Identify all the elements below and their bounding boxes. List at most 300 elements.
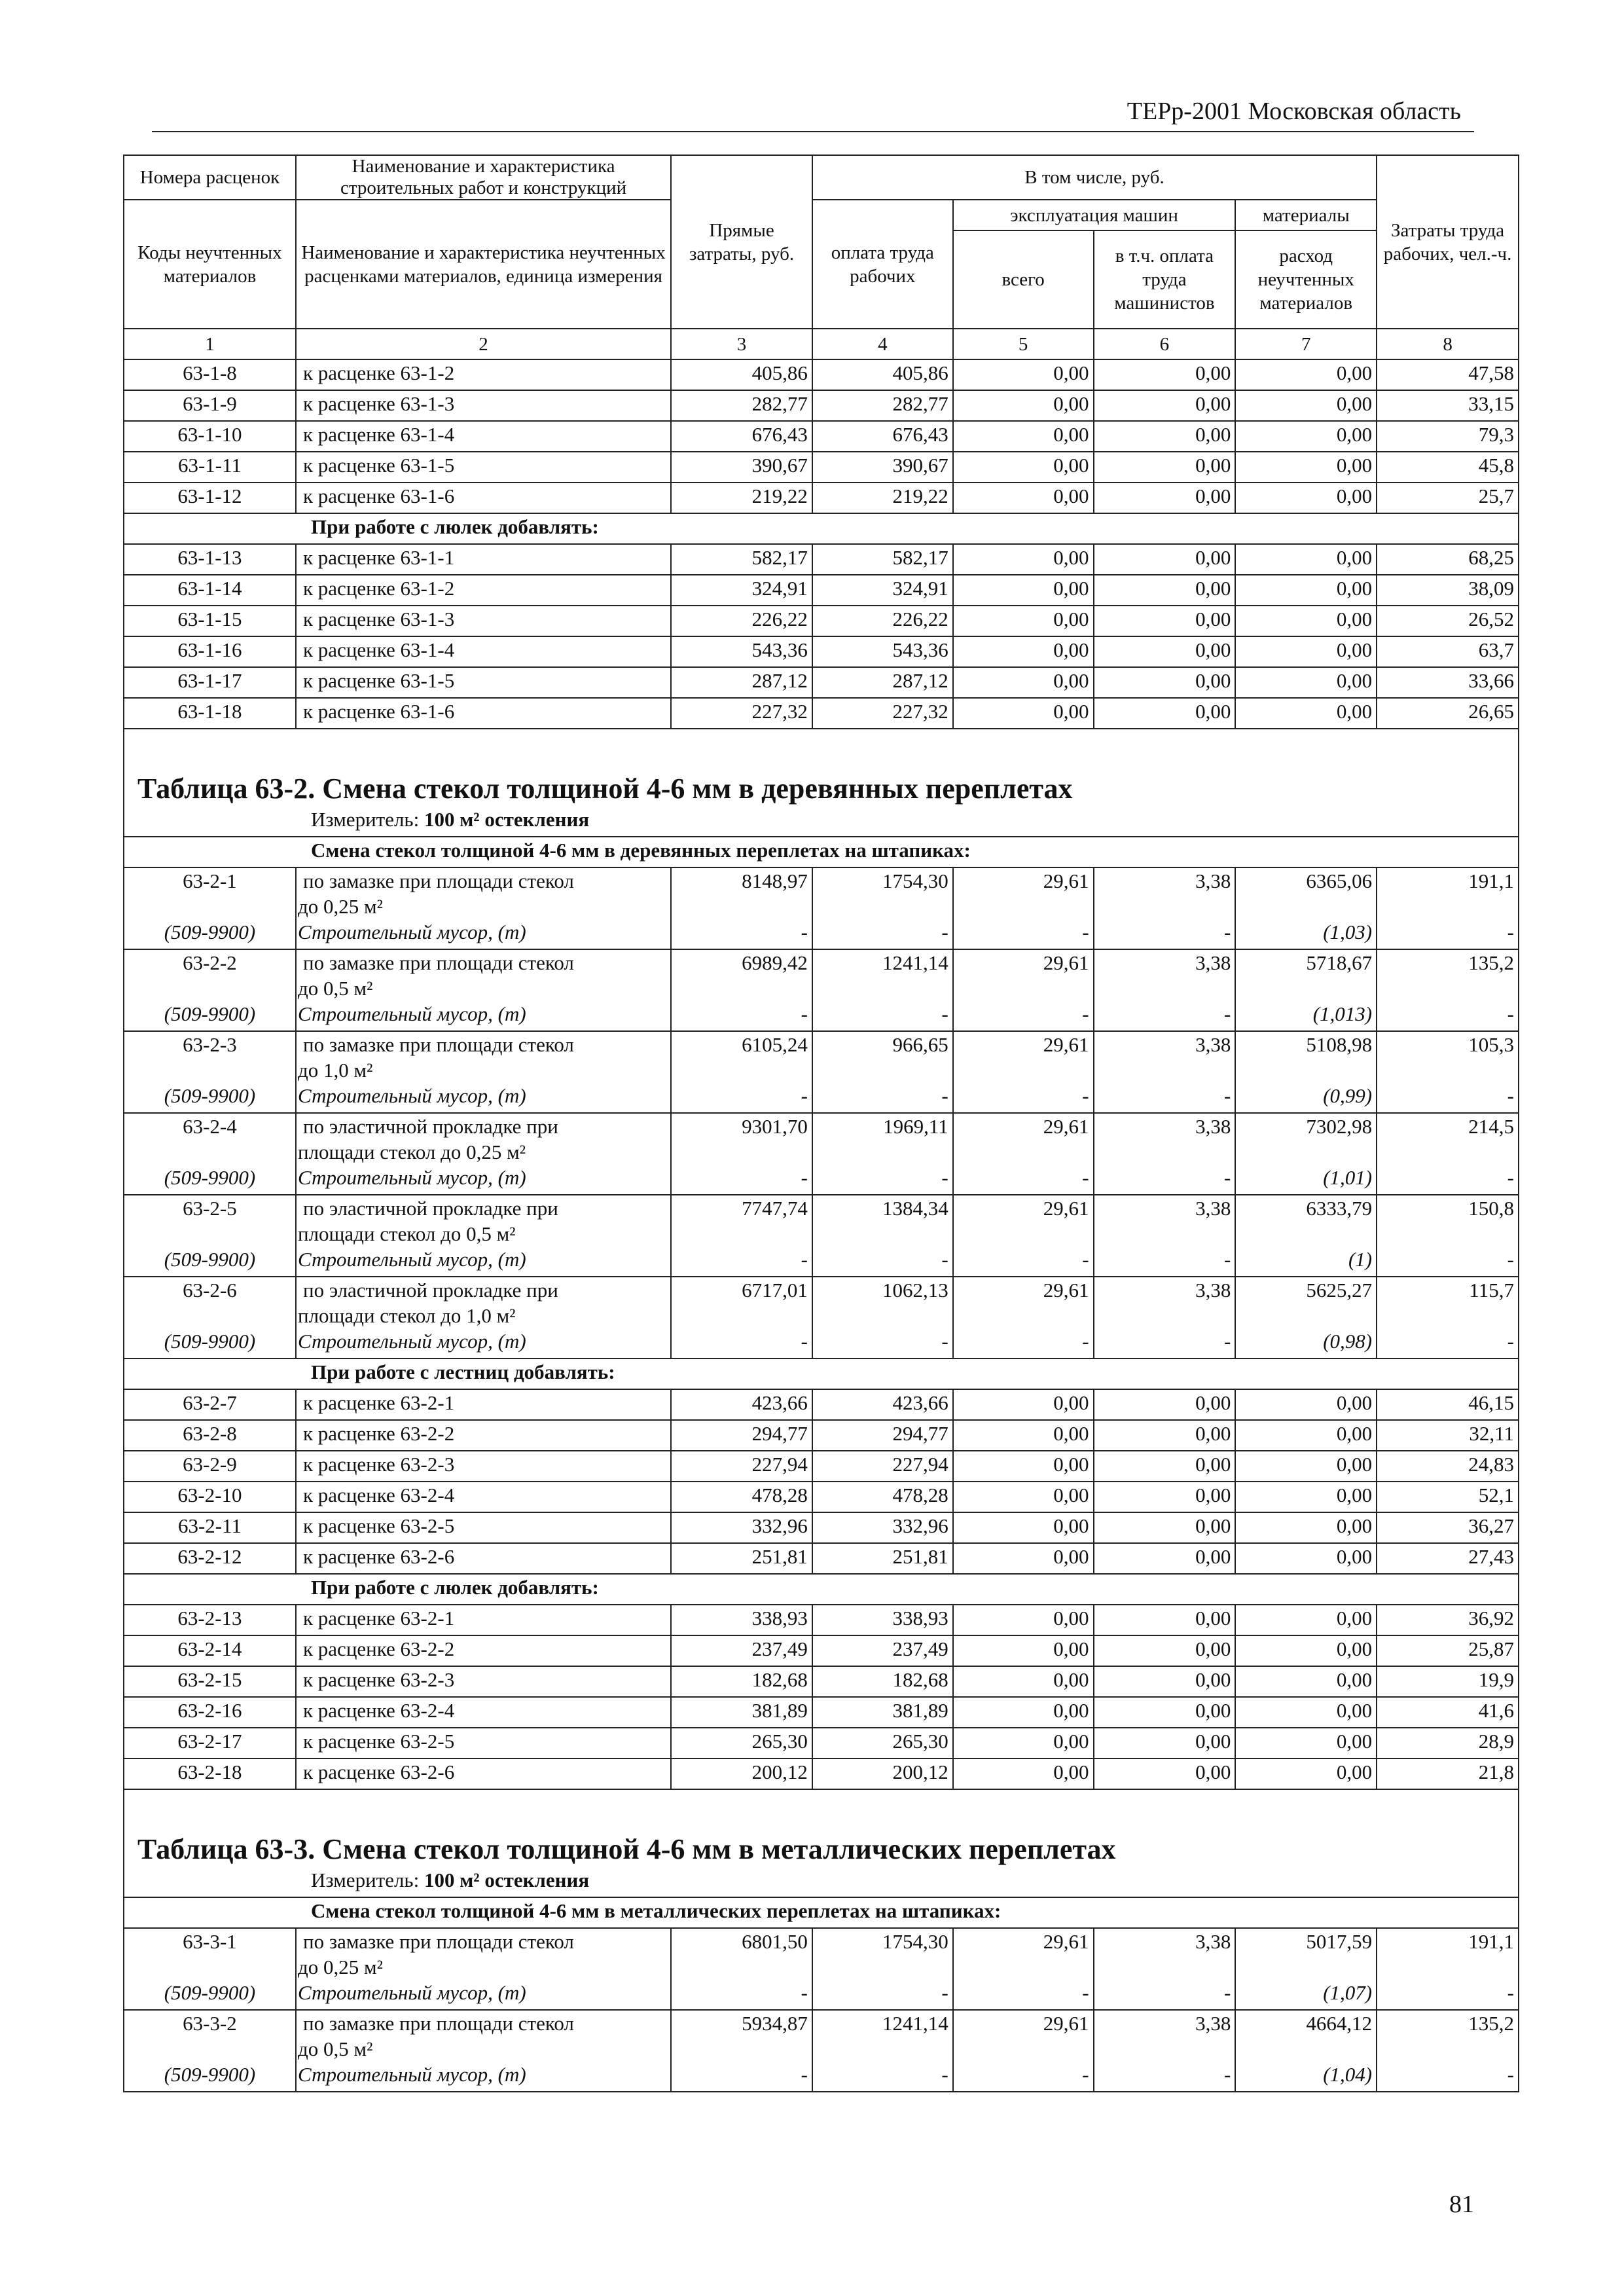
worker-pay: 423,66 bbox=[812, 1389, 953, 1420]
rate-name-line2: до 1,0 м² bbox=[297, 1059, 373, 1082]
direct-cost: 9301,70 bbox=[671, 1113, 812, 1165]
direct-cost: 287,12 bbox=[671, 667, 812, 698]
col-header-work-name: Наименование и характеристика строительных работ и конструкций bbox=[296, 155, 671, 200]
direct-cost: 226,22 bbox=[671, 606, 812, 636]
dash-cell: - bbox=[1094, 1980, 1236, 2010]
dash-cell: - bbox=[671, 1328, 812, 1358]
rate-item-row bbox=[124, 2010, 1519, 2062]
dash-cell: - bbox=[812, 1001, 953, 1031]
labor-hours: 27,43 bbox=[1377, 1543, 1519, 1574]
operator-pay: 3,38 bbox=[1094, 949, 1236, 1001]
operator-pay: 0,00 bbox=[1094, 1728, 1236, 1758]
direct-cost: 6989,42 bbox=[671, 949, 812, 1001]
operator-pay: 3,38 bbox=[1094, 1277, 1236, 1328]
col-number: 4 bbox=[812, 329, 953, 359]
material-row bbox=[124, 1247, 1519, 1277]
material-code: (509-9900) bbox=[124, 1165, 296, 1195]
table-title-row bbox=[124, 1789, 1519, 1867]
direct-cost: 478,28 bbox=[671, 1482, 812, 1512]
rate-code: 63-2-5 bbox=[124, 1195, 296, 1247]
operator-pay: 3,38 bbox=[1094, 1195, 1236, 1247]
rate-code: 63-2-9 bbox=[124, 1451, 296, 1482]
rate-name: к расценке 63-2-2 bbox=[296, 1635, 671, 1666]
table-row bbox=[124, 667, 1519, 698]
labor-hours: 19,9 bbox=[1377, 1666, 1519, 1697]
operator-pay: 0,00 bbox=[1094, 698, 1236, 729]
rate-code: 63-1-17 bbox=[124, 667, 296, 698]
labor-hours: 115,7 bbox=[1377, 1277, 1519, 1328]
rate-name: к расценке 63-2-1 bbox=[296, 1389, 671, 1420]
worker-pay: 226,22 bbox=[812, 606, 953, 636]
labor-hours: 28,9 bbox=[1377, 1728, 1519, 1758]
dash-cell: - bbox=[1094, 919, 1236, 949]
dash-cell: - bbox=[812, 1083, 953, 1113]
material-row bbox=[124, 1328, 1519, 1358]
col-header-rate-numbers: Номера расценок bbox=[124, 155, 296, 200]
subsection-hatch-label: При работе с люлек добавлять: bbox=[124, 513, 1519, 544]
worker-pay: 227,94 bbox=[812, 1451, 953, 1482]
materials: 0,00 bbox=[1235, 575, 1377, 606]
table-row bbox=[124, 359, 1519, 390]
machines-total: 0,00 bbox=[953, 483, 1094, 513]
rate-name: к расценке 63-2-1 bbox=[296, 1605, 671, 1635]
rate-name bbox=[296, 867, 671, 919]
material-name: Строительный мусор, (т) bbox=[296, 1980, 671, 2010]
labor-hours: 25,7 bbox=[1377, 483, 1519, 513]
machines-total: 0,00 bbox=[953, 1512, 1094, 1543]
table-title: Таблица 63-2. Смена стекол толщиной 4-6 мм в деревянных переплетах bbox=[124, 729, 1519, 807]
operator-pay: 0,00 bbox=[1094, 667, 1236, 698]
worker-pay: 1754,30 bbox=[812, 867, 953, 919]
rate-code: 63-2-2 bbox=[124, 949, 296, 1001]
materials: 0,00 bbox=[1235, 1666, 1377, 1697]
material-row bbox=[124, 1165, 1519, 1195]
dash-cell: - bbox=[1377, 1247, 1519, 1277]
rate-name: к расценке 63-1-4 bbox=[296, 636, 671, 667]
table-row bbox=[124, 1697, 1519, 1728]
labor-hours: 214,5 bbox=[1377, 1113, 1519, 1165]
col-numbers-row bbox=[124, 329, 1519, 359]
direct-cost: 5934,87 bbox=[671, 2010, 812, 2062]
materials: 0,00 bbox=[1235, 390, 1377, 421]
machines-total: 0,00 bbox=[953, 667, 1094, 698]
rate-code: 63-3-2 bbox=[124, 2010, 296, 2062]
col-header-operator-pay: в т.ч. оплата труда машинистов bbox=[1094, 230, 1236, 329]
dash-cell: - bbox=[953, 1980, 1094, 2010]
direct-cost: 6717,01 bbox=[671, 1277, 812, 1328]
labor-hours: 21,8 bbox=[1377, 1758, 1519, 1789]
worker-pay: 582,17 bbox=[812, 544, 953, 575]
machines-total: 0,00 bbox=[953, 606, 1094, 636]
page-header bbox=[152, 97, 1474, 132]
rate-name: к расценке 63-2-3 bbox=[296, 1451, 671, 1482]
worker-pay: 227,32 bbox=[812, 698, 953, 729]
material-name: Строительный мусор, (т) bbox=[296, 1165, 671, 1195]
materials: 0,00 bbox=[1235, 1543, 1377, 1574]
meter-label: Измеритель: bbox=[311, 808, 420, 831]
rate-name: к расценке 63-1-3 bbox=[296, 390, 671, 421]
table-row bbox=[124, 636, 1519, 667]
rate-item-row bbox=[124, 1928, 1519, 1980]
machines-total: 0,00 bbox=[953, 1666, 1094, 1697]
direct-cost: 294,77 bbox=[671, 1420, 812, 1451]
rate-name bbox=[296, 1031, 671, 1083]
machines-total: 29,61 bbox=[953, 867, 1094, 919]
rate-name: к расценке 63-1-2 bbox=[296, 359, 671, 390]
section-heading: Смена стекол толщиной 4-6 мм в металлических переплетах на штапиках: bbox=[124, 1897, 1519, 1928]
rate-code: 63-2-3 bbox=[124, 1031, 296, 1083]
machines-total: 0,00 bbox=[953, 1605, 1094, 1635]
materials: 6333,79 bbox=[1235, 1195, 1377, 1247]
table-title: Таблица 63-3. Смена стекол толщиной 4-6 мм в металлических переплетах bbox=[124, 1789, 1519, 1867]
machines-total: 29,61 bbox=[953, 1113, 1094, 1165]
operator-pay: 0,00 bbox=[1094, 452, 1236, 483]
table-row bbox=[124, 1543, 1519, 1574]
material-quantity: (1,03) bbox=[1235, 919, 1377, 949]
dash-cell: - bbox=[812, 1247, 953, 1277]
rate-name bbox=[296, 949, 671, 1001]
direct-cost: 543,36 bbox=[671, 636, 812, 667]
rate-code: 63-2-14 bbox=[124, 1635, 296, 1666]
material-code: (509-9900) bbox=[124, 1083, 296, 1113]
rate-code: 63-2-13 bbox=[124, 1605, 296, 1635]
operator-pay: 0,00 bbox=[1094, 359, 1236, 390]
operator-pay: 0,00 bbox=[1094, 606, 1236, 636]
direct-cost: 227,94 bbox=[671, 1451, 812, 1482]
direct-cost: 8148,97 bbox=[671, 867, 812, 919]
machines-total: 0,00 bbox=[953, 1758, 1094, 1789]
rate-name: к расценке 63-2-4 bbox=[296, 1482, 671, 1512]
rate-name bbox=[296, 1277, 671, 1328]
material-name: Строительный мусор, (т) bbox=[296, 1247, 671, 1277]
material-quantity: (1,01) bbox=[1235, 1165, 1377, 1195]
col-header-materials: материалы bbox=[1235, 200, 1377, 230]
material-code: (509-9900) bbox=[124, 2062, 296, 2092]
worker-pay: 338,93 bbox=[812, 1605, 953, 1635]
materials: 0,00 bbox=[1235, 483, 1377, 513]
labor-hours: 150,8 bbox=[1377, 1195, 1519, 1247]
direct-cost: 324,91 bbox=[671, 575, 812, 606]
col-number: 7 bbox=[1235, 329, 1377, 359]
rate-code: 63-1-12 bbox=[124, 483, 296, 513]
rate-name: к расценке 63-2-5 bbox=[296, 1512, 671, 1543]
rate-code: 63-2-15 bbox=[124, 1666, 296, 1697]
worker-pay: 966,65 bbox=[812, 1031, 953, 1083]
table-row bbox=[124, 575, 1519, 606]
rate-name-line1: по эластичной прокладке при bbox=[302, 1115, 558, 1138]
materials: 0,00 bbox=[1235, 359, 1377, 390]
rate-name bbox=[296, 1928, 671, 1980]
labor-hours: 36,27 bbox=[1377, 1512, 1519, 1543]
material-quantity: (0,99) bbox=[1235, 1083, 1377, 1113]
rate-name-line2: площади стекол до 0,5 м² bbox=[297, 1222, 516, 1245]
operator-pay: 0,00 bbox=[1094, 390, 1236, 421]
direct-cost: 237,49 bbox=[671, 1635, 812, 1666]
materials: 0,00 bbox=[1235, 452, 1377, 483]
worker-pay: 200,12 bbox=[812, 1758, 953, 1789]
section-row bbox=[124, 1897, 1519, 1928]
materials: 0,00 bbox=[1235, 421, 1377, 452]
worker-pay: 287,12 bbox=[812, 667, 953, 698]
dash-cell: - bbox=[812, 2062, 953, 2092]
dash-cell: - bbox=[671, 1001, 812, 1031]
direct-cost: 381,89 bbox=[671, 1697, 812, 1728]
machines-total: 0,00 bbox=[953, 1543, 1094, 1574]
rate-name: к расценке 63-1-6 bbox=[296, 698, 671, 729]
section-heading: Смена стекол толщиной 4-6 мм в деревянных переплетах на штапиках: bbox=[124, 837, 1519, 867]
rate-name-line1: по эластичной прокладке при bbox=[302, 1197, 558, 1220]
col-header-group: В том числе, руб. bbox=[812, 155, 1377, 200]
rate-code: 63-2-10 bbox=[124, 1482, 296, 1512]
rate-name: к расценке 63-1-3 bbox=[296, 606, 671, 636]
labor-hours: 36,92 bbox=[1377, 1605, 1519, 1635]
dash-cell: - bbox=[953, 1247, 1094, 1277]
meter-cell bbox=[124, 807, 1519, 837]
rate-code: 63-2-6 bbox=[124, 1277, 296, 1328]
machines-total: 0,00 bbox=[953, 698, 1094, 729]
labor-hours: 25,87 bbox=[1377, 1635, 1519, 1666]
col-header-unaccounted: расход неучтенных материалов bbox=[1235, 230, 1377, 329]
material-name: Строительный мусор, (т) bbox=[296, 919, 671, 949]
machines-total: 0,00 bbox=[953, 421, 1094, 452]
direct-cost: 265,30 bbox=[671, 1728, 812, 1758]
labor-hours: 191,1 bbox=[1377, 867, 1519, 919]
direct-cost: 338,93 bbox=[671, 1605, 812, 1635]
material-row bbox=[124, 1001, 1519, 1031]
worker-pay: 676,43 bbox=[812, 421, 953, 452]
worker-pay: 182,68 bbox=[812, 1666, 953, 1697]
materials: 0,00 bbox=[1235, 1758, 1377, 1789]
table-row bbox=[124, 698, 1519, 729]
operator-pay: 0,00 bbox=[1094, 1635, 1236, 1666]
col-header-direct-costs: Прямые затраты, руб. bbox=[671, 155, 812, 329]
materials: 6365,06 bbox=[1235, 867, 1377, 919]
labor-hours: 38,09 bbox=[1377, 575, 1519, 606]
rate-name: к расценке 63-1-5 bbox=[296, 452, 671, 483]
operator-pay: 3,38 bbox=[1094, 2010, 1236, 2062]
materials: 0,00 bbox=[1235, 1697, 1377, 1728]
rate-code: 63-1-18 bbox=[124, 698, 296, 729]
dash-cell: - bbox=[1377, 919, 1519, 949]
meter-row bbox=[124, 807, 1519, 837]
labor-hours: 46,15 bbox=[1377, 1389, 1519, 1420]
operator-pay: 0,00 bbox=[1094, 544, 1236, 575]
table-row bbox=[124, 483, 1519, 513]
operator-pay: 0,00 bbox=[1094, 1482, 1236, 1512]
material-row bbox=[124, 919, 1519, 949]
table-row bbox=[124, 1389, 1519, 1420]
operator-pay: 0,00 bbox=[1094, 1420, 1236, 1451]
rate-name-line2: до 0,5 м² bbox=[297, 977, 373, 1000]
operator-pay: 3,38 bbox=[1094, 1031, 1236, 1083]
labor-hours: 26,52 bbox=[1377, 606, 1519, 636]
col-number: 2 bbox=[296, 329, 671, 359]
dash-cell: - bbox=[953, 919, 1094, 949]
worker-pay: 219,22 bbox=[812, 483, 953, 513]
rate-code: 63-2-12 bbox=[124, 1543, 296, 1574]
materials: 0,00 bbox=[1235, 667, 1377, 698]
machines-total: 0,00 bbox=[953, 1482, 1094, 1512]
labor-hours: 135,2 bbox=[1377, 2010, 1519, 2062]
operator-pay: 0,00 bbox=[1094, 1543, 1236, 1574]
materials: 0,00 bbox=[1235, 698, 1377, 729]
col-header-material-codes: Коды неучтенных материалов bbox=[124, 200, 296, 329]
materials: 0,00 bbox=[1235, 606, 1377, 636]
rate-name: к расценке 63-2-4 bbox=[296, 1697, 671, 1728]
labor-hours: 68,25 bbox=[1377, 544, 1519, 575]
material-code: (509-9900) bbox=[124, 1001, 296, 1031]
machines-total: 0,00 bbox=[953, 1420, 1094, 1451]
direct-cost: 227,32 bbox=[671, 698, 812, 729]
rate-name bbox=[296, 2010, 671, 2062]
rate-name-line2: площади стекол до 1,0 м² bbox=[297, 1304, 516, 1327]
dash-cell: - bbox=[812, 1328, 953, 1358]
rate-name bbox=[296, 1195, 671, 1247]
machines-total: 29,61 bbox=[953, 949, 1094, 1001]
dash-cell: - bbox=[1377, 1165, 1519, 1195]
rate-item-row bbox=[124, 1195, 1519, 1247]
worker-pay: 265,30 bbox=[812, 1728, 953, 1758]
operator-pay: 0,00 bbox=[1094, 636, 1236, 667]
materials: 0,00 bbox=[1235, 1482, 1377, 1512]
machines-total: 0,00 bbox=[953, 390, 1094, 421]
machines-total: 29,61 bbox=[953, 1277, 1094, 1328]
table-body bbox=[124, 359, 1519, 2092]
rate-code: 63-1-14 bbox=[124, 575, 296, 606]
rate-item-row bbox=[124, 949, 1519, 1001]
dash-cell: - bbox=[671, 1247, 812, 1277]
machines-total: 0,00 bbox=[953, 636, 1094, 667]
material-name: Строительный мусор, (т) bbox=[296, 1328, 671, 1358]
direct-cost: 6801,50 bbox=[671, 1928, 812, 1980]
labor-hours: 105,3 bbox=[1377, 1031, 1519, 1083]
machines-total: 0,00 bbox=[953, 1389, 1094, 1420]
col-header-labor: Затраты труда рабочих, чел.-ч. bbox=[1377, 155, 1519, 329]
machines-total: 29,61 bbox=[953, 1195, 1094, 1247]
machines-total: 0,00 bbox=[953, 1635, 1094, 1666]
machines-total: 29,61 bbox=[953, 1031, 1094, 1083]
dash-cell: - bbox=[1094, 1328, 1236, 1358]
worker-pay: 282,77 bbox=[812, 390, 953, 421]
table-row bbox=[124, 1605, 1519, 1635]
dash-cell: - bbox=[812, 919, 953, 949]
labor-hours: 47,58 bbox=[1377, 359, 1519, 390]
dash-cell: - bbox=[671, 919, 812, 949]
rate-code: 63-1-8 bbox=[124, 359, 296, 390]
col-number: 6 bbox=[1094, 329, 1236, 359]
col-number: 3 bbox=[671, 329, 812, 359]
materials: 5718,67 bbox=[1235, 949, 1377, 1001]
table-row bbox=[124, 544, 1519, 575]
worker-pay: 478,28 bbox=[812, 1482, 953, 1512]
subsection-hatch bbox=[124, 1574, 1519, 1605]
col-number: 8 bbox=[1377, 329, 1519, 359]
materials: 0,00 bbox=[1235, 1389, 1377, 1420]
worker-pay: 332,96 bbox=[812, 1512, 953, 1543]
operator-pay: 0,00 bbox=[1094, 1666, 1236, 1697]
rate-name: к расценке 63-1-1 bbox=[296, 544, 671, 575]
rate-code: 63-1-16 bbox=[124, 636, 296, 667]
operator-pay: 3,38 bbox=[1094, 1113, 1236, 1165]
meter-label: Измеритель: bbox=[311, 1868, 420, 1891]
labor-hours: 26,65 bbox=[1377, 698, 1519, 729]
rate-code: 63-1-11 bbox=[124, 452, 296, 483]
rate-code: 63-1-13 bbox=[124, 544, 296, 575]
rate-name: к расценке 63-2-6 bbox=[296, 1758, 671, 1789]
rate-code: 63-2-18 bbox=[124, 1758, 296, 1789]
direct-cost: 200,12 bbox=[671, 1758, 812, 1789]
rate-name-line1: по эластичной прокладке при bbox=[302, 1279, 558, 1302]
materials: 5625,27 bbox=[1235, 1277, 1377, 1328]
dash-cell: - bbox=[953, 1328, 1094, 1358]
rate-code: 63-1-15 bbox=[124, 606, 296, 636]
labor-hours: 33,66 bbox=[1377, 667, 1519, 698]
subsection-stairs-label: При работе с лестниц добавлять: bbox=[124, 1358, 1519, 1389]
direct-cost: 405,86 bbox=[671, 359, 812, 390]
material-quantity: (1,07) bbox=[1235, 1980, 1377, 2010]
dash-cell: - bbox=[1377, 2062, 1519, 2092]
operator-pay: 0,00 bbox=[1094, 575, 1236, 606]
dash-cell: - bbox=[671, 1083, 812, 1113]
dash-cell: - bbox=[1094, 2062, 1236, 2092]
rate-item-row bbox=[124, 1113, 1519, 1165]
materials: 0,00 bbox=[1235, 1451, 1377, 1482]
dash-cell: - bbox=[1377, 1328, 1519, 1358]
materials: 0,00 bbox=[1235, 636, 1377, 667]
dash-cell: - bbox=[671, 1165, 812, 1195]
operator-pay: 3,38 bbox=[1094, 867, 1236, 919]
material-quantity: (1) bbox=[1235, 1247, 1377, 1277]
dash-cell: - bbox=[1094, 1001, 1236, 1031]
materials: 5108,98 bbox=[1235, 1031, 1377, 1083]
direct-cost: 219,22 bbox=[671, 483, 812, 513]
machines-total: 0,00 bbox=[953, 575, 1094, 606]
rate-name: к расценке 63-2-2 bbox=[296, 1420, 671, 1451]
rate-name-line2: до 0,25 м² bbox=[297, 1956, 383, 1978]
worker-pay: 390,67 bbox=[812, 452, 953, 483]
table-row bbox=[124, 1482, 1519, 1512]
worker-pay: 1062,13 bbox=[812, 1277, 953, 1328]
rate-code: 63-2-7 bbox=[124, 1389, 296, 1420]
rate-code: 63-2-11 bbox=[124, 1512, 296, 1543]
direct-cost: 282,77 bbox=[671, 390, 812, 421]
material-code: (509-9900) bbox=[124, 1980, 296, 2010]
direct-cost: 390,67 bbox=[671, 452, 812, 483]
col-header-machines: эксплуатация машин bbox=[953, 200, 1236, 230]
direct-cost: 6105,24 bbox=[671, 1031, 812, 1083]
material-code: (509-9900) bbox=[124, 919, 296, 949]
rate-code: 63-2-8 bbox=[124, 1420, 296, 1451]
worker-pay: 1241,14 bbox=[812, 949, 953, 1001]
worker-pay: 1754,30 bbox=[812, 1928, 953, 1980]
material-row bbox=[124, 1980, 1519, 2010]
worker-pay: 1969,11 bbox=[812, 1113, 953, 1165]
materials: 0,00 bbox=[1235, 1605, 1377, 1635]
rate-name: к расценке 63-2-5 bbox=[296, 1728, 671, 1758]
operator-pay: 0,00 bbox=[1094, 1512, 1236, 1543]
rate-item-row bbox=[124, 867, 1519, 919]
material-quantity: (0,98) bbox=[1235, 1328, 1377, 1358]
rate-name: к расценке 63-1-6 bbox=[296, 483, 671, 513]
rate-name-line1: по замазке при площади стекол bbox=[302, 869, 574, 892]
material-code: (509-9900) bbox=[124, 1328, 296, 1358]
dash-cell: - bbox=[953, 1083, 1094, 1113]
labor-hours: 52,1 bbox=[1377, 1482, 1519, 1512]
meter-row bbox=[124, 1867, 1519, 1897]
dash-cell: - bbox=[1094, 1083, 1236, 1113]
machines-total: 0,00 bbox=[953, 1697, 1094, 1728]
table-row bbox=[124, 1758, 1519, 1789]
